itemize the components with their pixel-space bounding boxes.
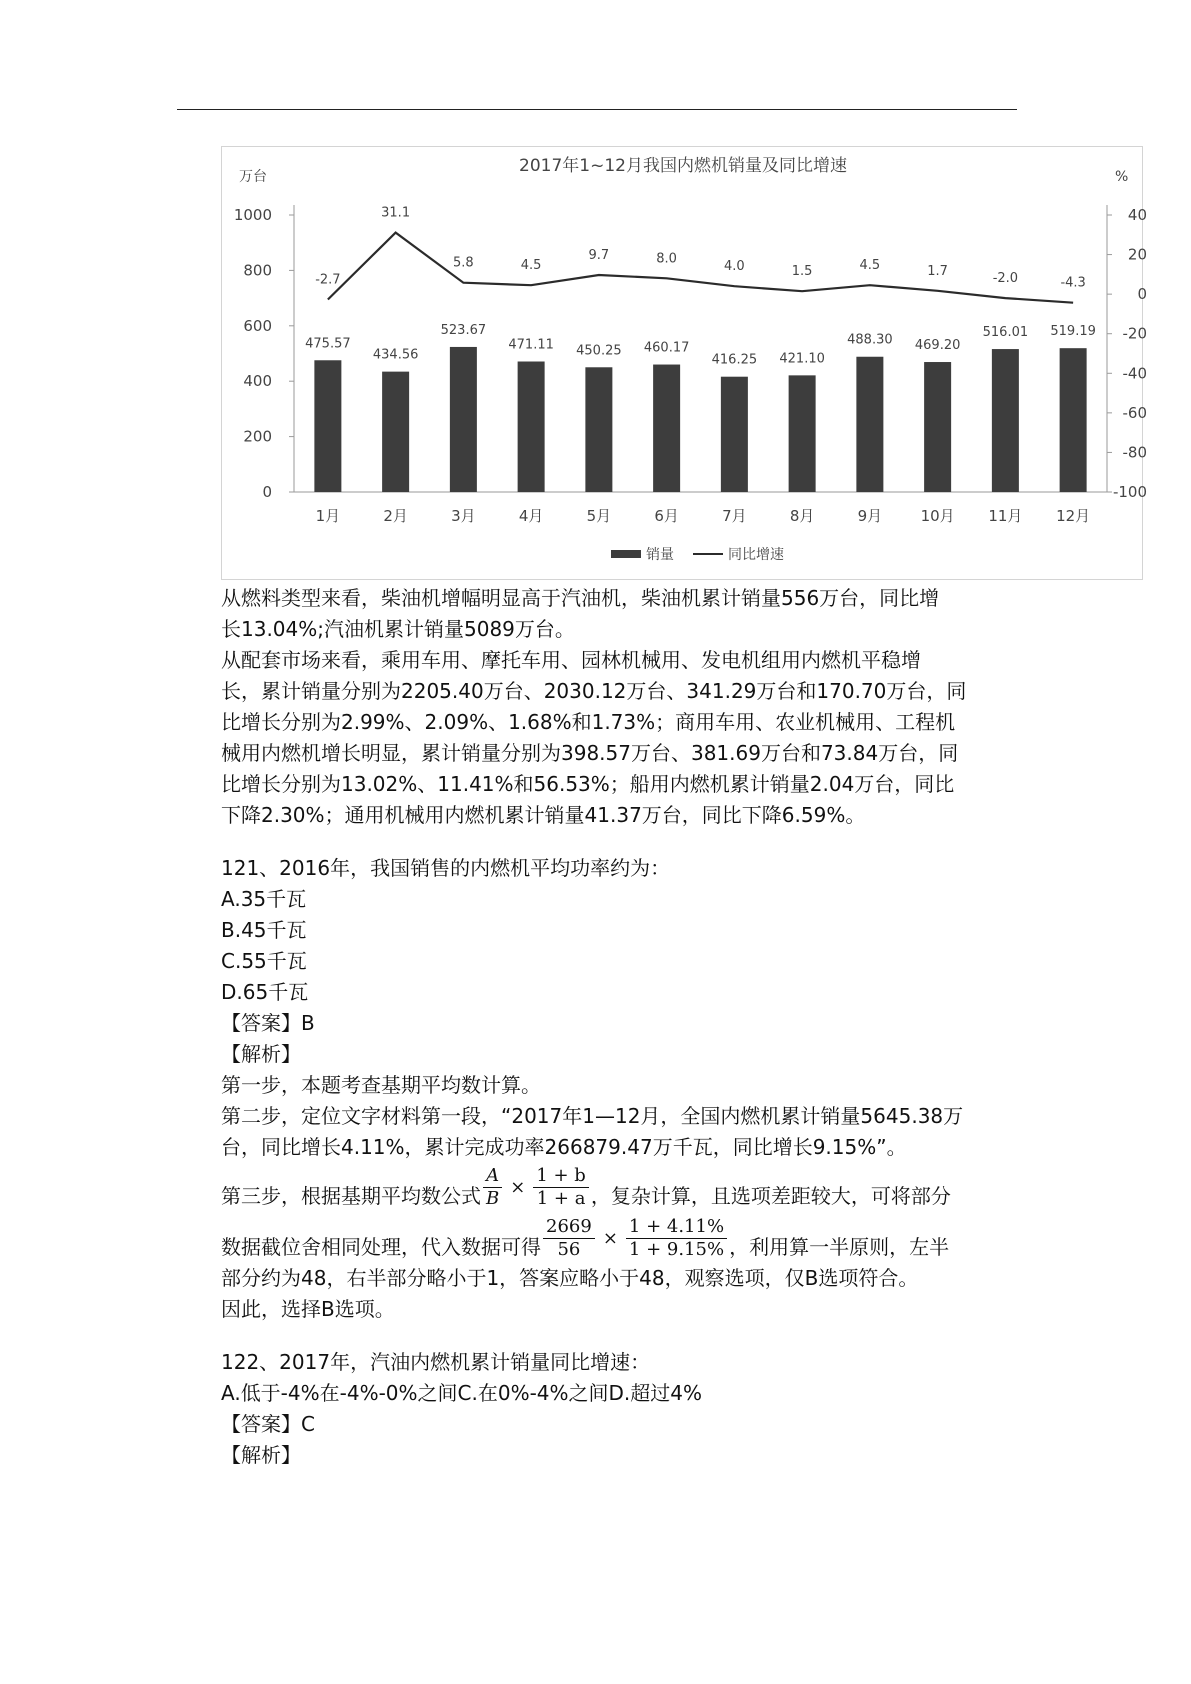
step-3-pre: 第三步，根据基期平均数公式: [221, 1184, 481, 1208]
line-value-label: -4.3: [1060, 275, 1086, 291]
bar-8月: [789, 375, 816, 492]
line-value-label: 8.0: [656, 251, 677, 267]
x-tick-label: 5月: [586, 507, 612, 525]
line-value-label: -2.0: [992, 271, 1019, 287]
times-sign: ×: [602, 1228, 618, 1249]
bar-1月: [314, 360, 341, 492]
bar-7月: [721, 377, 748, 492]
step-3-line: [221, 1216, 1021, 1263]
step-3-post: ，复杂计算，且选项差距较大，可将部分: [590, 1184, 951, 1208]
right-tick-label: -20: [1122, 324, 1147, 343]
right-tick-label: 20: [1127, 245, 1147, 264]
bar-value-label: 434.56: [372, 347, 419, 363]
bar-11月: [992, 349, 1019, 492]
right-tick-label: -40: [1122, 364, 1147, 383]
paragraph-line: 从配套市场来看，乘用车用、摩托车用、园林机械用、发电机组用内燃机平稳增: [221, 648, 921, 672]
step-1: 第一步，本题考查基期平均数计算。: [221, 1073, 541, 1097]
analysis-label-122: 【解析】: [221, 1443, 301, 1467]
step-2-line: 第二步，定位文字材料第一段，“2017年1—12月，全国内燃机累计销量5645.38万: [221, 1104, 964, 1128]
bar-value-label: 475.57: [305, 336, 351, 352]
fraction-rates: [626, 1216, 727, 1261]
option-c: C.55千瓦: [221, 949, 307, 973]
conclusion-121: 因此，选择B选项。: [221, 1297, 395, 1321]
paragraph-line: 从燃料类型来看，柴油机增幅明显高于汽油机，柴油机累计销量556万台，同比增: [221, 586, 940, 610]
option-a: A.35千瓦: [221, 887, 307, 911]
bar-value-label: 471.11: [508, 337, 554, 353]
bar-12月: [1060, 348, 1087, 492]
bar-9月: [856, 357, 883, 492]
x-tick-label: 3月: [451, 507, 476, 525]
bar-5月: [585, 367, 612, 492]
x-tick-label: 2月: [383, 507, 408, 525]
numerator: 2669: [543, 1216, 595, 1239]
option-d: D.65千瓦: [221, 980, 309, 1004]
right-axis-unit: %: [1115, 169, 1129, 185]
paragraph-line: 长13.04%;汽油机累计销量5089万台。: [221, 617, 575, 641]
step-3-line: [221, 1165, 1021, 1212]
step-2-line: 台，同比增长4.11%，累计完成功率266879.47万千瓦，同比增长9.15%”。: [221, 1135, 907, 1159]
line-value-label: -2.7: [315, 272, 341, 288]
paragraph-line: 械用内燃机增长明显，累计销量分别为398.57万台、381.69万台和73.84万台，同: [221, 741, 959, 765]
right-tick-label: 40: [1127, 206, 1147, 224]
bar-4月: [518, 362, 545, 492]
analysis-label-121: 【解析】: [221, 1042, 301, 1066]
header-rule: [177, 109, 1017, 110]
bar-value-label: 460.17: [643, 340, 690, 356]
left-tick-label: 800: [243, 261, 272, 280]
left-tick-label: 1000: [233, 206, 272, 224]
paragraph-line: 长，累计销量分别为2205.40万台、2030.12万台、341.29万台和170.70万台，同: [221, 679, 967, 703]
fraction-a-b: [483, 1165, 502, 1210]
x-tick-label: 6月: [654, 507, 679, 525]
fraction-2669-56: [543, 1216, 595, 1261]
bar-2月: [382, 372, 409, 492]
left-tick-label: 0: [262, 483, 272, 501]
line-value-label: 9.7: [588, 247, 610, 263]
x-tick-label: 7月: [722, 507, 747, 525]
answer-122: 【答案】C: [221, 1412, 315, 1436]
answer-121: 【答案】B: [221, 1011, 315, 1035]
x-tick-label: 1月: [315, 507, 341, 525]
x-tick-label: 10月: [920, 507, 955, 525]
left-tick-label: 200: [243, 427, 272, 446]
fraction-growth: [533, 1165, 589, 1210]
line-value-label: 4.5: [520, 258, 542, 274]
x-tick-label: 12月: [1056, 507, 1091, 525]
option-b: B.45千瓦: [221, 918, 307, 942]
bar-value-label: 516.01: [982, 325, 1029, 341]
denominator: 56: [557, 1239, 581, 1260]
x-tick-label: 11月: [988, 507, 1023, 525]
legend-bar-label: 销量: [646, 547, 674, 563]
sales-chart: [221, 146, 1147, 580]
bar-value-label: 450.25: [576, 343, 622, 359]
question-121: 121、2016年，我国销售的内燃机平均功率约为：: [221, 856, 671, 880]
numerator: A: [483, 1165, 502, 1188]
question-122: 122、2017年，汽油内燃机累计销量同比增速：: [221, 1350, 651, 1374]
right-tick-label: -60: [1122, 403, 1147, 422]
step-3-l2-pre: 数据截位舍相同处理，代入数据可得: [221, 1235, 541, 1259]
bar-6月: [653, 365, 680, 492]
x-tick-label: 9月: [857, 507, 883, 525]
legend-bar-swatch: [611, 550, 641, 558]
line-value-label: 5.8: [453, 255, 474, 271]
left-tick-label: 400: [243, 372, 272, 391]
paragraph-line: 比增长分别为2.99%、2.09%、1.68%和1.73%；商用车用、农业机械用、工程机: [221, 710, 956, 734]
formula-substituted: [541, 1216, 729, 1261]
step-3-l2-post: ，利用算一半原则，左半: [729, 1235, 950, 1259]
bar-value-label: 469.20: [914, 338, 961, 354]
growth-rate-line: [328, 233, 1073, 303]
left-tick-label: 600: [243, 316, 272, 335]
options-122: A.低于-4%在-4%-0%之间C.在0%-4%之间D.超过4%: [221, 1381, 703, 1405]
right-tick-label: 0: [1137, 285, 1147, 304]
bar-value-label: 421.10: [779, 351, 825, 367]
denominator: B: [486, 1188, 500, 1209]
left-axis-unit: 万台: [239, 169, 267, 185]
legend-line-label: 同比增速: [728, 547, 784, 563]
denominator: 1 + 9.15%: [628, 1239, 725, 1260]
bar-value-label: 416.25: [711, 352, 758, 368]
paragraph-line: 下降2.30%；通用机械用内燃机累计销量41.37万台，同比下降6.59%。: [221, 803, 866, 827]
times-sign: ×: [510, 1177, 526, 1198]
formula-base-average: [481, 1165, 591, 1210]
line-value-label: 31.1: [381, 205, 411, 221]
right-tick-label: -80: [1122, 443, 1147, 462]
x-tick-label: 8月: [789, 507, 815, 525]
bar-value-label: 523.67: [440, 322, 487, 338]
line-value-label: 4.0: [724, 259, 745, 275]
bar-value-label: 488.30: [847, 332, 893, 348]
bar-value-label: 519.19: [1050, 324, 1096, 340]
chart-svg: [222, 147, 1147, 581]
denominator: 1 + a: [536, 1188, 586, 1209]
step-3-line: 部分约为48，右半部分略小于1，答案应略小于48，观察选项，仅B选项符合。: [221, 1266, 919, 1290]
line-value-label: 4.5: [859, 258, 881, 274]
chart-title: 2017年1~12月我国内燃机销量及同比增速: [519, 156, 847, 176]
main-text: [221, 583, 1021, 1471]
numerator: 1 + 4.11%: [626, 1216, 727, 1239]
paragraph-line: 比增长分别为13.02%、11.41%和56.53%；船用内燃机累计销量2.04万台，同比: [221, 772, 955, 796]
bar-3月: [450, 347, 477, 492]
line-value-label: 1.7: [927, 263, 948, 279]
line-value-label: 1.5: [791, 264, 813, 280]
numerator: 1 + b: [533, 1165, 589, 1188]
right-tick-label: -100: [1112, 483, 1147, 501]
x-tick-label: 4月: [518, 507, 544, 525]
bar-10月: [924, 362, 951, 492]
